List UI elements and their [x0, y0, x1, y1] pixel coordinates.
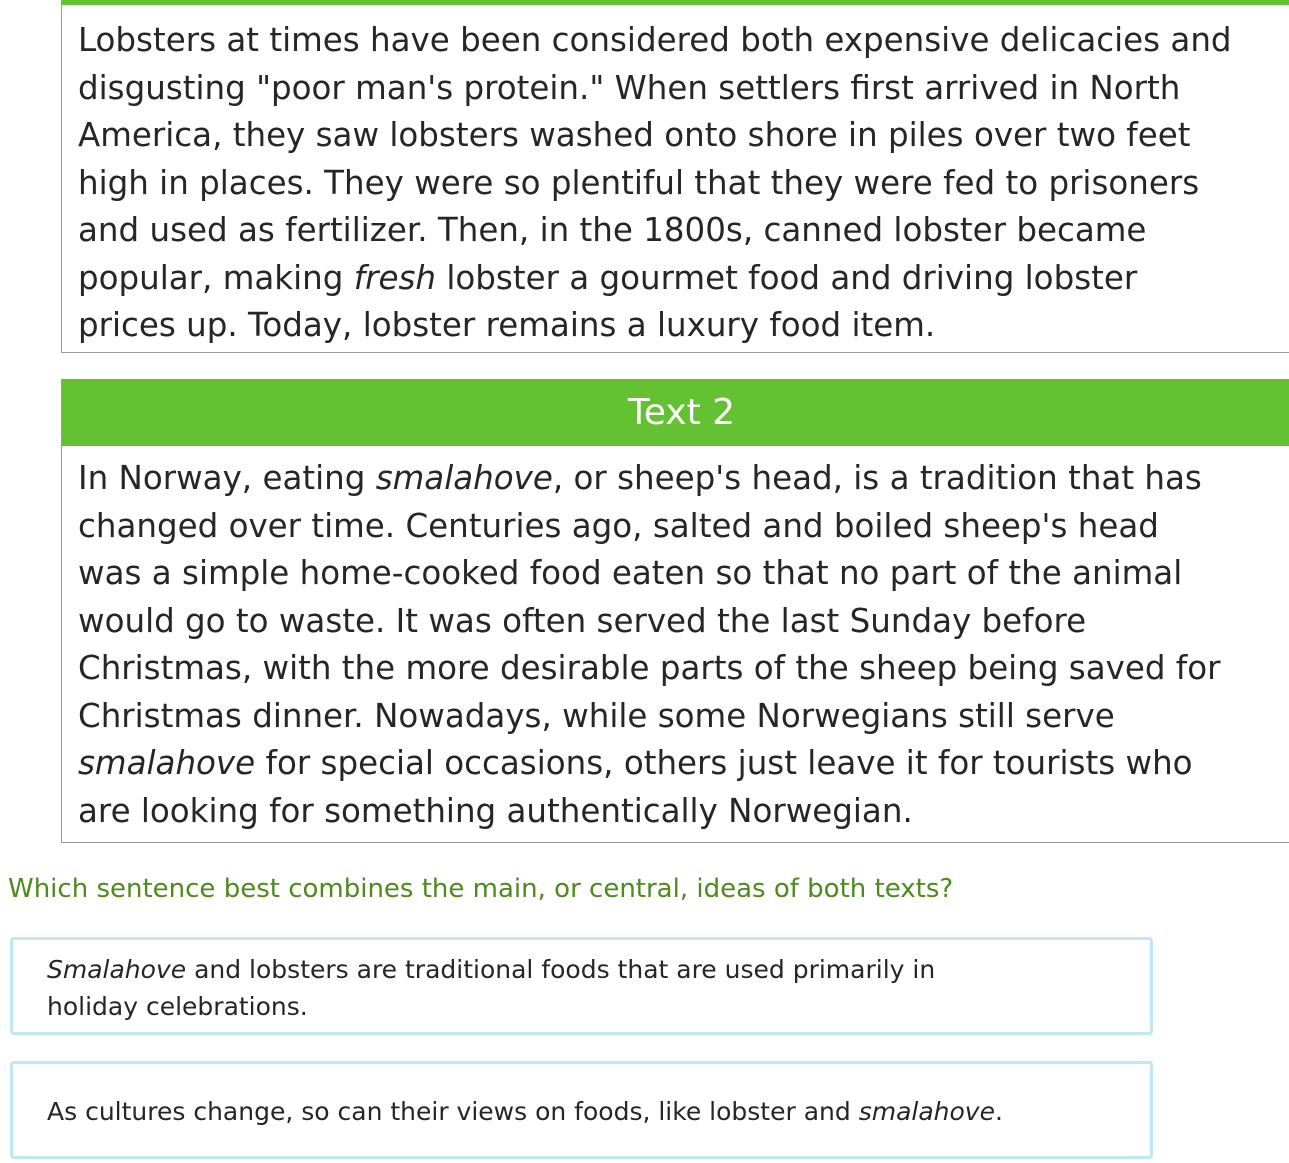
text1-passage — [62, 5, 1289, 350]
text1-panel — [61, 0, 1289, 353]
question-prompt: Which sentence best combines the main, or central, ideas of both texts? — [8, 874, 954, 904]
passage-line: disgusting "poor man's protein." When settlers first arrived in North — [78, 68, 1181, 107]
passage-line: America, they saw lobsters washed onto shore in piles over two feet — [78, 116, 1191, 154]
choice-line: As cultures change, so can their views on foods, like lobster and smalahove. — [47, 1097, 1003, 1126]
passage-line: was a simple home-cooked food eaten so that no part of the animal — [78, 554, 1183, 592]
answer-choice-a[interactable] — [10, 937, 1153, 1035]
italic-term: Smalahove — [47, 955, 187, 984]
text2-passage — [62, 446, 1289, 835]
italic-term: smalahove — [78, 744, 256, 782]
passage-line: In Norway, eating smalahove, or sheep's head, is a tradition that has — [78, 459, 1202, 497]
choice-line: Smalahove and lobsters are traditional foods that are used primarily in — [47, 955, 936, 984]
passage-line: are looking for something authentically Norwegian. — [78, 791, 913, 830]
passage-line: Christmas, with the more desirable parts of the sheep being saved for — [78, 649, 1221, 687]
passage-line: Christmas dinner. Nowadays, while some Norwegians still serve — [78, 696, 1115, 735]
text2-heading: Text 2 — [62, 379, 1289, 446]
italic-term: smalahove — [375, 459, 553, 497]
answer-choice-b[interactable] — [10, 1061, 1153, 1159]
passage-line: popular, making fresh lobster a gourmet food and driving lobster — [78, 258, 1138, 297]
italic-term: smalahove — [858, 1097, 995, 1126]
text2-panel — [61, 379, 1289, 843]
passage-line: high in places. They were so plentiful that they were fed to prisoners — [78, 163, 1200, 202]
passage-line: smalahove for special occasions, others just leave it for tourists who — [78, 744, 1193, 782]
italic-term: fresh — [353, 258, 437, 297]
passage-line: prices up. Today, lobster remains a luxury food item. — [78, 306, 936, 344]
passage-line: would go to waste. It was often served the last Sunday before — [78, 601, 1087, 640]
passage-line: Lobsters at times have been considered both expensive delicacies and — [78, 21, 1232, 59]
choice-line: holiday celebrations. — [47, 992, 308, 1021]
passage-line: and used as fertilizer. Then, in the 1800s, canned lobster became — [78, 211, 1147, 249]
passage-line: changed over time. Centuries ago, salted and boiled sheep's head — [78, 506, 1159, 545]
